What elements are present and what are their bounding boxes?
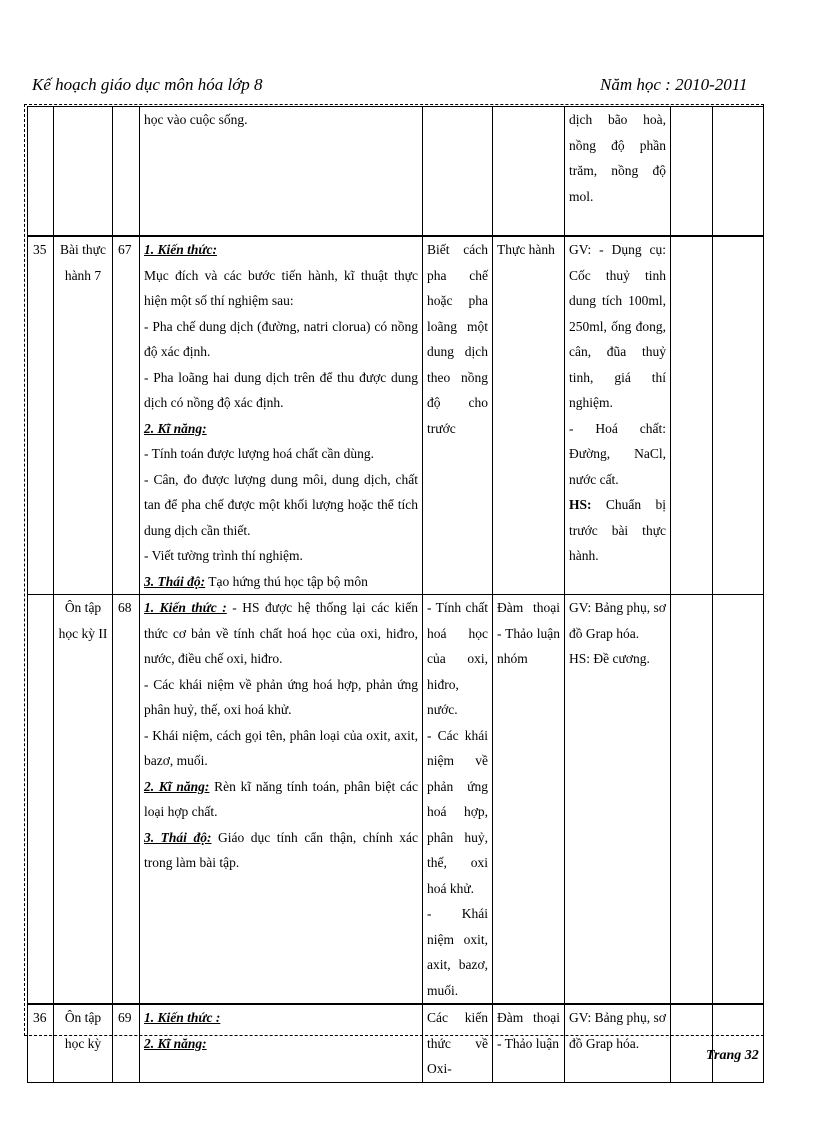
preparation-cell: dịch bão hoà, nồng độ phần trăm, nồng độ mol. — [565, 107, 671, 237]
table-row — [28, 107, 764, 237]
prep-teacher: GV: - Dụng cụ: Cốc thuỷ tinh dung tích 100ml, 250ml, ống đong, cân, đũa thuỷ tinh, giá thí nghiệm. — [569, 242, 666, 410]
prep-student-label: HS: — [569, 497, 592, 512]
knowledge-item: - Pha loãng hai dung dịch trên để thu được dung dịch có nồng độ xác định. — [144, 369, 418, 410]
knowledge-text: - HS được hệ thống lại các kiến thức cơ bản về tính chất hoá học của oxi, hiđro, nước, điều chế oxi, hiđro. — [144, 600, 418, 666]
table-row — [28, 1004, 764, 1082]
extra-cell-2 — [713, 1004, 764, 1082]
prep-student: Chuẩn bị trước bài thực hành. — [569, 497, 666, 563]
period-cell: 67 — [113, 236, 140, 595]
week-cell: 36 — [28, 1004, 54, 1082]
objectives-cell — [140, 595, 423, 1005]
extra-cell-1 — [671, 107, 713, 237]
lesson-name-cell: Ôn tập học kỳ — [54, 1004, 113, 1082]
focus-cell: Biết cách pha chế hoặc pha loãng một dung dịch theo nồng độ cho trước — [423, 236, 493, 595]
prep-student: HS: Đề cương. — [569, 651, 650, 666]
lesson-plan-table — [27, 106, 764, 1083]
method-cell: Thực hành — [493, 236, 565, 595]
skills-item: - Viết tường trình thí nghiệm. — [144, 548, 303, 563]
extra-cell-2 — [713, 595, 764, 1005]
attitude-heading: 3. Thái độ: — [144, 829, 212, 845]
week-cell: 35 — [28, 236, 54, 595]
extra-cell-1 — [671, 595, 713, 1005]
objectives-cell: học vào cuộc sống. — [140, 107, 423, 237]
method-cell — [493, 107, 565, 237]
period-cell: 69 — [113, 1004, 140, 1082]
knowledge-item: - Các khái niệm về phản ứng hoá hợp, phản ứng phân huỷ, thế, oxi hoá khử. — [144, 676, 418, 717]
skills-heading: 2. Kĩ năng: — [144, 778, 210, 794]
skills-item: - Cân, đo được lượng dung môi, dung dịch, chất tan để pha chế được một khối lượng hoặc thể tích dung dịch cần thiết. — [144, 471, 418, 538]
preparation-cell — [565, 595, 671, 1005]
focus-cell — [423, 595, 493, 1005]
knowledge-heading: 1. Kiến thức : — [144, 1010, 221, 1025]
week-cell — [28, 595, 54, 1005]
prep-teacher: GV: Bảng phụ, sơ đồ Grap hóa. — [569, 600, 666, 641]
knowledge-text: Mục đích và các bước tiến hành, kĩ thuật thực hiện một số thí nghiệm sau: — [144, 267, 418, 308]
extra-cell-1 — [671, 236, 713, 595]
extra-cell-2 — [713, 236, 764, 595]
attitude-text: Giáo dục tính cẩn thận, chính xác trong làm bài tập. — [144, 829, 418, 870]
knowledge-heading: 1. Kiến thức : — [144, 600, 227, 615]
skills-heading: 2. Kĩ năng: — [144, 420, 207, 436]
attitude-text: Tạo hứng thú học tập bộ môn — [205, 573, 368, 589]
focus-item: - Các khái niệm về phản ứng hoá hợp, phân huỷ, thế, oxi hoá khử. — [427, 727, 488, 896]
week-cell — [28, 107, 54, 237]
focus-cell: Các kiến thức về Oxi- — [423, 1004, 493, 1082]
focus-item: - Tính chất hoá học của oxi, hiđro, nước. — [427, 600, 488, 717]
objectives-cell — [140, 1004, 423, 1082]
method-cell: Đàm thoại - Thảo luận nhóm — [493, 595, 565, 1005]
preparation-cell — [565, 236, 671, 595]
prep-chemicals: - Hoá chất: Đường, NaCl, nước cất. — [569, 420, 666, 487]
extra-cell-1 — [671, 1004, 713, 1082]
period-cell: 68 — [113, 595, 140, 1005]
lesson-name-cell — [54, 107, 113, 237]
header-title: Kế hoạch giáo dục môn hóa lớp 8 — [32, 75, 263, 94]
extra-cell-2 — [713, 107, 764, 237]
skills-item: - Tính toán được lượng hoá chất cần dùng. — [144, 446, 374, 461]
attitude-heading: 3. Thái độ: — [144, 573, 206, 589]
skills-heading: 2. Kĩ năng: — [144, 1035, 207, 1051]
preparation-cell: GV: Bảng phụ, sơ đồ Grap hóa. — [565, 1004, 671, 1082]
lesson-name-cell: Ôn tập học kỳ II — [54, 595, 113, 1005]
lesson-name-cell: Bài thực hành 7 — [54, 236, 113, 595]
skills-text: Rèn kĩ năng tính toán, phân biệt các loại hợp chất. — [144, 778, 418, 819]
table-row — [28, 595, 764, 1005]
knowledge-item: - Pha chế dung dịch (đường, natri clorua) có nồng độ xác định. — [144, 318, 418, 359]
method-cell: Đàm thoại - Thảo luận — [493, 1004, 565, 1082]
period-cell — [113, 107, 140, 237]
header-school-year: Năm học : 2010-2011 — [600, 75, 748, 94]
focus-cell — [423, 107, 493, 237]
focus-item: - Khái niệm oxit, axit, bazơ, muối. — [427, 906, 488, 998]
knowledge-heading: 1. Kiến thức: — [144, 242, 217, 257]
objectives-cell — [140, 236, 423, 595]
table-row — [28, 236, 764, 595]
knowledge-item: - Khái niệm, cách gọi tên, phân loại của oxit, axit, bazơ, muối. — [144, 727, 418, 768]
page-number: Trang 32 — [706, 1048, 759, 1063]
